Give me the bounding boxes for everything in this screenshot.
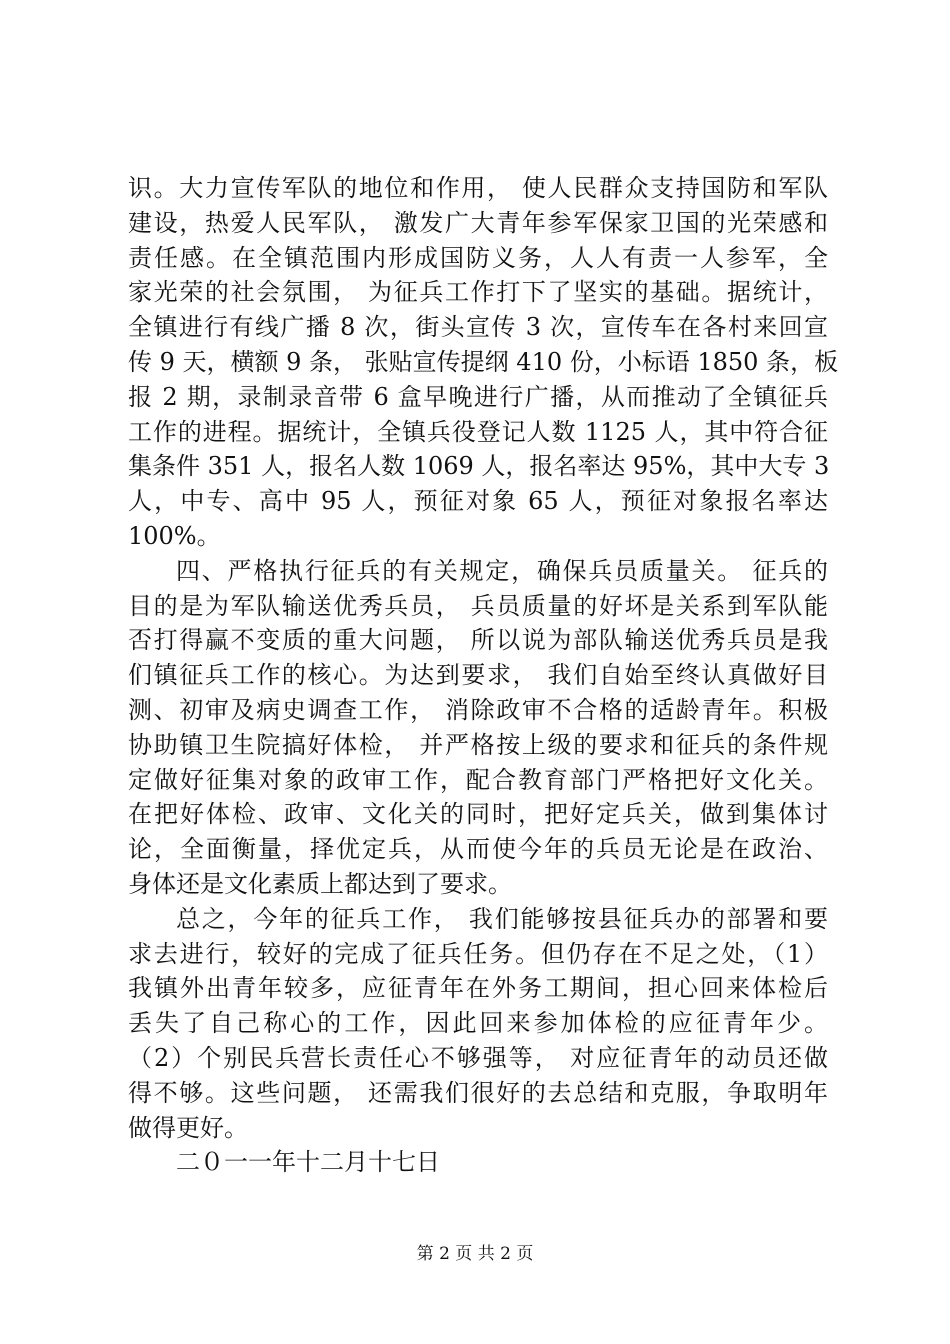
text-line: 做得更好。 <box>128 1113 248 1142</box>
text-line: 协助镇卫生院搞好体检， 并严格按上级的要求和征兵的条件规 <box>128 730 828 759</box>
page-footer <box>0 1242 950 1266</box>
text-line: 否打得赢不变质的重大问题， 所以说为部队输送优秀兵员是我 <box>128 626 828 655</box>
text-line: 识。大力宣传军队的地位和作用， 使人民群众支持国防和军队 <box>128 174 828 202</box>
text-line: 传 9 天，横额 9 条， 张贴宣传提纲 410 份，小标语 1850 条，板 <box>128 347 839 376</box>
text-line: 丢失了自己称心的工作，因此回来参加体检的应征青年少。 <box>128 1009 828 1038</box>
text-line: 求去进行，较好的完成了征兵任务。但仍存在不足之处，（1） <box>128 939 828 968</box>
text-line: （2）个别民兵营长责任心不够强等， 对应征青年的动员还做 <box>128 1043 828 1072</box>
text-line: 全镇进行有线广播 8 次，街头宣传 3 次，宣传车在各村来回宣 <box>128 313 828 342</box>
paragraph-first-line: 总之，今年的征兵工作， 我们能够按县征兵办的部署和要 <box>176 904 828 933</box>
text-line: 得不够。这些问题， 还需我们很好的去总结和克服，争取明年 <box>128 1078 828 1107</box>
text-line: 建设，热爱人民军队， 激发广大青年参军保家卫国的光荣感和 <box>128 208 828 237</box>
text-line: 集条件 351 人，报名人数 1069 人，报名率达 95%，其中大专 3 <box>128 452 830 481</box>
page-number-label: 第 2 页 共 2 页 <box>416 1244 534 1264</box>
text-line: 责任感。在全镇范围内形成国防义务，人人有责一人参军，全 <box>128 243 828 272</box>
text-line: 工作的进程。据统计，全镇兵役登记人数 1125 人，其中符合征 <box>128 417 828 446</box>
text-line: 家光荣的社会氛围， 为征兵工作打下了坚实的基础。据统计， <box>128 278 828 307</box>
text-line: 论，全面衡量，择优定兵，从而使今年的兵员无论是在政治、 <box>128 835 828 864</box>
text-line: 在把好体检、政审、文化关的同时，把好定兵关，做到集体讨 <box>128 800 828 829</box>
text-line: 我镇外出青年较多，应征青年在外务工期间，担心回来体检后 <box>128 974 828 1003</box>
document-date: 二０一一年十二月十七日 <box>176 1148 440 1177</box>
text-line: 身体还是文化素质上都达到了要求。 <box>128 869 512 898</box>
text-line: 100%。 <box>128 521 221 550</box>
text-line: 报 2 期，录制录音带 6 盒早晚进行广播，从而推动了全镇征兵 <box>128 382 828 411</box>
text-line: 目的是为军队输送优秀兵员， 兵员质量的好坏是关系到军队能 <box>128 591 828 620</box>
text-line: 测、初审及病史调查工作， 消除政审不合格的适龄青年。积极 <box>128 695 828 724</box>
paragraph-heading-line: 四、严格执行征兵的有关规定，确保兵员质量关。 征兵的 <box>176 556 828 585</box>
text-line: 人，中专、高中 95 人，预征对象 65 人，预征对象报名率达 <box>128 487 828 516</box>
text-line: 定做好征集对象的政审工作，配合教育部门严格把好文化关。 <box>128 765 828 794</box>
text-line: 们镇征兵工作的核心。为达到要求， 我们自始至终认真做好目 <box>128 661 828 690</box>
document-body <box>128 171 839 1180</box>
